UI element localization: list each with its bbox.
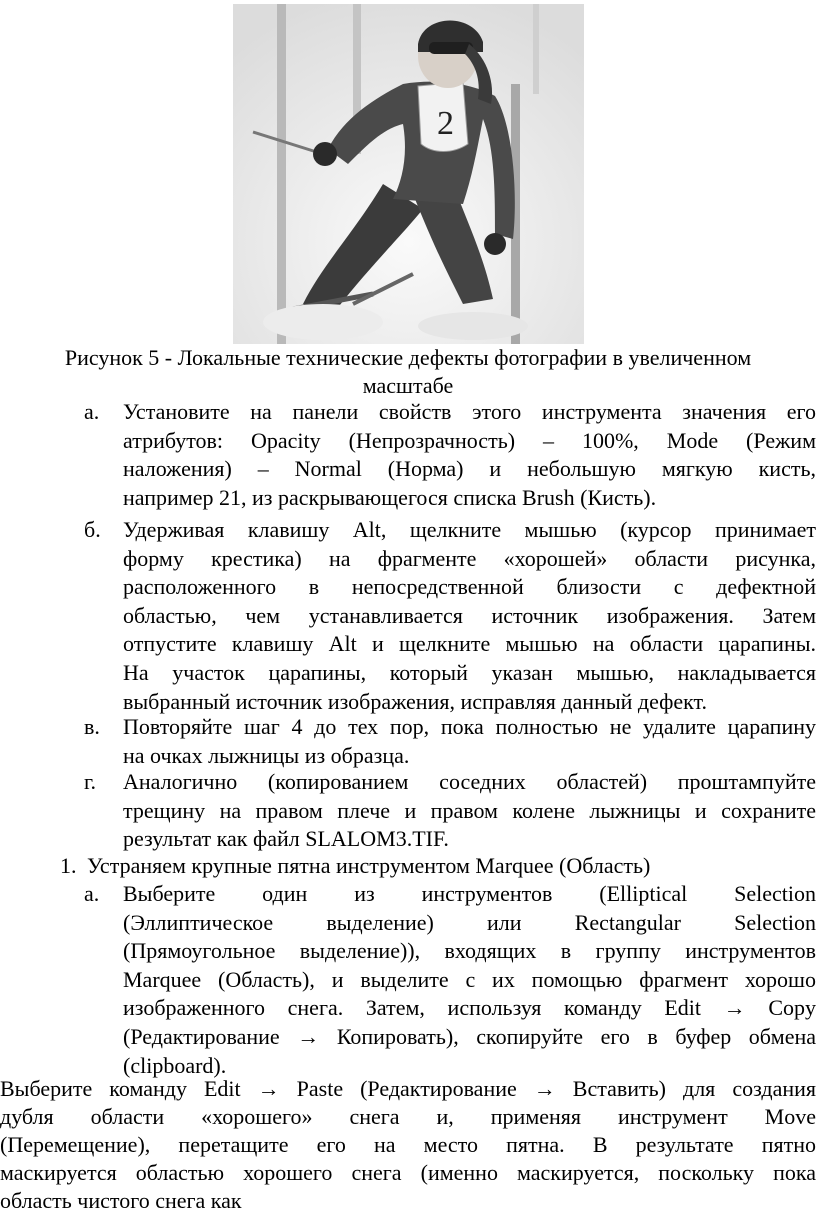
text-line: наложения) – Normal (Норма) и небольшую мягкую кисть, [123,456,816,482]
text-line: изображенного снега. Затем, используя команду Edit → Copy [123,995,816,1021]
text-line: Выберите один из инструментов (Elliptical Selection [123,881,816,906]
text-line: (clipboard). [123,1052,227,1078]
text-line: Выберите команду Edit → Paste (Редактирование → Вставить) для создания [0,1076,816,1101]
caption-line: масштабе [362,373,454,398]
skier-photo [233,4,584,344]
text-line: дубля области «хорошего» снега и, применяя инструмент Move [0,1104,816,1129]
text-line: На участок царапины, который указан мышью, накладывается [123,659,816,685]
text-line: на очках лыжницы из образца. [123,742,410,768]
text-line: (Редактирование → Копировать), скопируйте его в буфер обмена [123,1023,816,1049]
list-marker: 1. [60,853,77,878]
text-line: Аналогично (копированием соседних областей) проштампуйте [123,769,816,794]
list-item-text [123,516,816,716]
text-line: атрибутов: Opacity (Непрозрачность) – 100%, Mode (Режим [123,427,816,453]
text-line: областью, чем устанавливается источник изображения. Затем [123,602,816,628]
list-marker: в. [84,714,100,739]
list-marker: a. [84,881,100,906]
text-line: выбранный источник изображения, исправляя данный дефект. [123,688,708,714]
text-line: Marquee (Область), и выделите с их помощью фрагмент хорошо [123,966,816,992]
caption-line: Рисунок 5 - Локальные технические дефекты фотографии в увеличенном [64,345,752,370]
list-item-text [123,398,816,512]
list-marker: б. [84,517,101,542]
body-paragraph [0,1075,816,1215]
list-item-text [123,880,816,1080]
list-item-text [123,713,816,770]
text-line: маскируется областью хорошего снега (именно маскируется, поскольку пока [0,1160,816,1185]
text-line: трещину на правом плече и правом колене лыжницы и сохраните [123,797,816,823]
text-line: отпустите клавишу Alt и щелкните мышью на области царапины. [123,631,816,657]
bib-number: 2 [437,105,454,142]
list-item-a2 [84,880,816,1080]
list-item-v [84,713,816,770]
text-line: Установите на панели свойств этого инструмента значения его [123,399,816,424]
numbered-item-1 [60,852,816,881]
list-item-text [123,768,816,854]
text-line: форму крестика) на фрагменте «хорошей» области рисунка, [123,545,816,571]
text-line: (Прямоугольное выделение)), входящих в группу инструментов [123,938,816,964]
skier-illustration [233,4,584,344]
list-item-text [87,852,816,881]
text-line: результат как файл SLALOM3.TIF. [123,826,449,852]
list-marker: а. [84,399,100,424]
text-line: Устраняем крупные пятна инструментом Marquee (Область) [87,853,651,878]
text-line: расположенного в непосредственной близости с дефектной [123,574,816,600]
text-line: область чистого снега как [0,1188,242,1213]
list-item-b [84,516,816,716]
text-line: (Эллиптическое выделение) или Rectangular Selection [123,909,816,935]
list-item-g [84,768,816,854]
list-item-a [84,398,816,512]
text-line: Повторяйте шаг 4 до тех пор, пока полностью не удалите царапину [123,714,816,739]
text-line: Удерживая клавишу Alt, щелкните мышью (курсор принимает [123,517,816,542]
text-line: например 21, из раскрывающегося списка Brush (Кисть). [123,484,657,510]
figure-caption [0,344,816,400]
list-marker: г. [84,769,97,794]
text-line: (Перемещение), перетащите его на место пятна. В результате пятно [0,1132,816,1157]
